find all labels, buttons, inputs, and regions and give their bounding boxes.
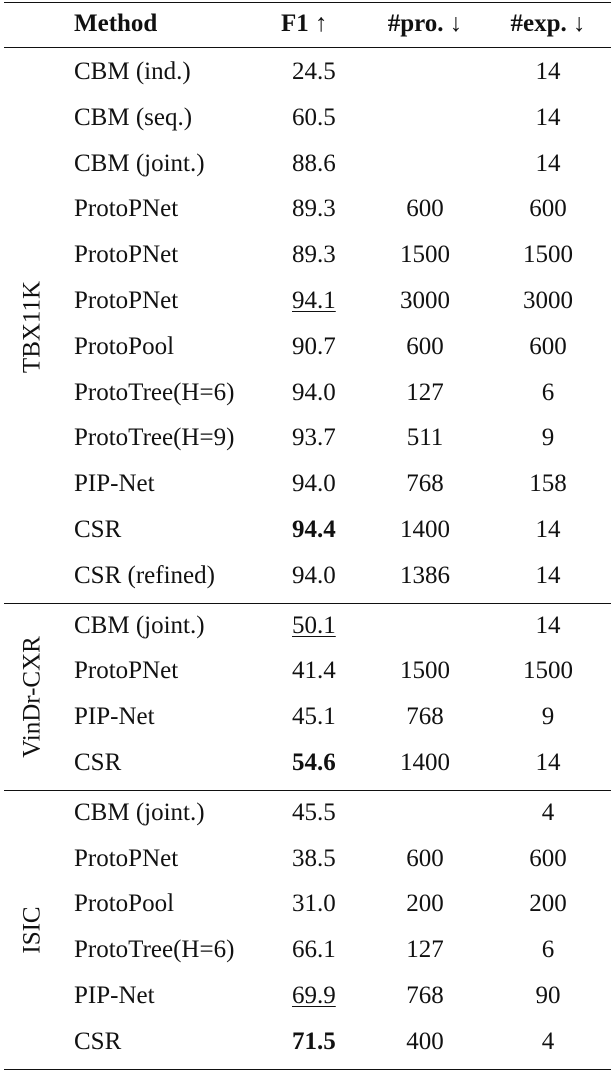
f1-cell: 89.3 [292, 195, 336, 222]
method-cell: PIP-Net [74, 982, 155, 1009]
method-cell: CBM (seq.) [74, 104, 193, 131]
method-cell: ProtoPool [74, 890, 175, 917]
method-cell: CBM (joint.) [74, 799, 205, 826]
method-cell: ProtoTree(H=6) [74, 936, 235, 963]
method-cell: CSR (refined) [74, 562, 215, 589]
exp-cell: 9 [541, 424, 555, 451]
f1-cell: 94.4 [292, 516, 336, 543]
exp-cell: 600 [529, 333, 567, 360]
f1-cell: 71.5 [292, 1028, 336, 1055]
exp-cell: 1500 [523, 241, 573, 268]
group-label: ISIC [18, 906, 46, 954]
pro-cell: 127 [406, 936, 444, 963]
pro-cell: 768 [406, 703, 444, 730]
pro-cell: 511 [406, 424, 444, 451]
exp-cell: 14 [535, 516, 561, 543]
header-f1: F1 ↑ [281, 10, 328, 37]
method-cell: ProtoPool [74, 333, 175, 360]
method-cell: CBM (joint.) [74, 150, 205, 177]
header-rule [4, 47, 611, 48]
pro-cell: 127 [406, 379, 444, 406]
exp-cell: 200 [529, 890, 567, 917]
header-method: Method [74, 10, 158, 37]
method-cell: PIP-Net [74, 470, 155, 497]
method-cell: ProtoTree(H=9) [74, 424, 235, 451]
f1-cell: 94.0 [292, 470, 336, 497]
method-cell: CBM (joint.) [74, 612, 205, 639]
pro-cell: 768 [406, 982, 444, 1009]
f1-cell: 45.5 [292, 799, 336, 826]
f1-cell: 31.0 [292, 890, 336, 917]
method-cell: CSR [74, 749, 122, 776]
group-rule [4, 603, 611, 604]
exp-cell: 14 [535, 150, 561, 177]
header-pro: #pro. ↓ [387, 10, 463, 37]
pro-cell: 1500 [400, 657, 450, 684]
exp-cell: 14 [535, 58, 561, 85]
f1-cell: 88.6 [292, 150, 336, 177]
pro-cell: 600 [406, 333, 444, 360]
f1-cell: 69.9 [292, 982, 336, 1009]
pro-cell: 3000 [400, 287, 450, 314]
top-rule [4, 2, 611, 3]
method-cell: ProtoPNet [74, 195, 179, 222]
group-rule [4, 790, 611, 791]
method-cell: CSR [74, 516, 122, 543]
exp-cell: 14 [535, 562, 561, 589]
method-cell: ProtoPNet [74, 241, 179, 268]
method-cell: CBM (ind.) [74, 58, 191, 85]
f1-cell: 41.4 [292, 657, 336, 684]
f1-cell: 94.0 [292, 379, 336, 406]
pro-cell: 1400 [400, 516, 450, 543]
exp-cell: 14 [535, 749, 561, 776]
group-label: TBX11K [18, 280, 46, 373]
method-cell: CSR [74, 1028, 122, 1055]
f1-cell: 94.1 [292, 287, 336, 314]
method-cell: ProtoPNet [74, 845, 179, 872]
pro-cell: 1386 [400, 562, 450, 589]
f1-cell: 38.5 [292, 845, 336, 872]
group-label: VinDr-CXR [18, 636, 46, 758]
exp-cell: 158 [529, 470, 567, 497]
f1-cell: 60.5 [292, 104, 336, 131]
method-cell: ProtoPNet [74, 287, 179, 314]
exp-cell: 600 [529, 195, 567, 222]
method-cell: PIP-Net [74, 703, 155, 730]
pro-cell: 400 [406, 1028, 444, 1055]
exp-cell: 9 [541, 703, 555, 730]
pro-cell: 1500 [400, 241, 450, 268]
f1-cell: 54.6 [292, 749, 336, 776]
pro-cell: 768 [406, 470, 444, 497]
exp-cell: 600 [529, 845, 567, 872]
pro-cell: 1400 [400, 749, 450, 776]
exp-cell: 90 [535, 982, 561, 1009]
exp-cell: 4 [541, 799, 555, 826]
f1-cell: 66.1 [292, 936, 336, 963]
method-cell: ProtoPNet [74, 657, 179, 684]
method-cell: ProtoTree(H=6) [74, 379, 235, 406]
exp-cell: 6 [541, 936, 555, 963]
f1-cell: 24.5 [292, 58, 336, 85]
f1-cell: 89.3 [292, 241, 336, 268]
header-exp: #exp. ↓ [510, 10, 586, 37]
pro-cell: 600 [406, 195, 444, 222]
exp-cell: 1500 [523, 657, 573, 684]
f1-cell: 93.7 [292, 424, 336, 451]
f1-cell: 90.7 [292, 333, 336, 360]
pro-cell: 200 [406, 890, 444, 917]
exp-cell: 6 [541, 379, 555, 406]
f1-cell: 50.1 [292, 612, 336, 639]
f1-cell: 94.0 [292, 562, 336, 589]
exp-cell: 3000 [523, 287, 573, 314]
exp-cell: 4 [541, 1028, 555, 1055]
exp-cell: 14 [535, 104, 561, 131]
pro-cell: 600 [406, 845, 444, 872]
exp-cell: 14 [535, 612, 561, 639]
f1-cell: 45.1 [292, 703, 336, 730]
